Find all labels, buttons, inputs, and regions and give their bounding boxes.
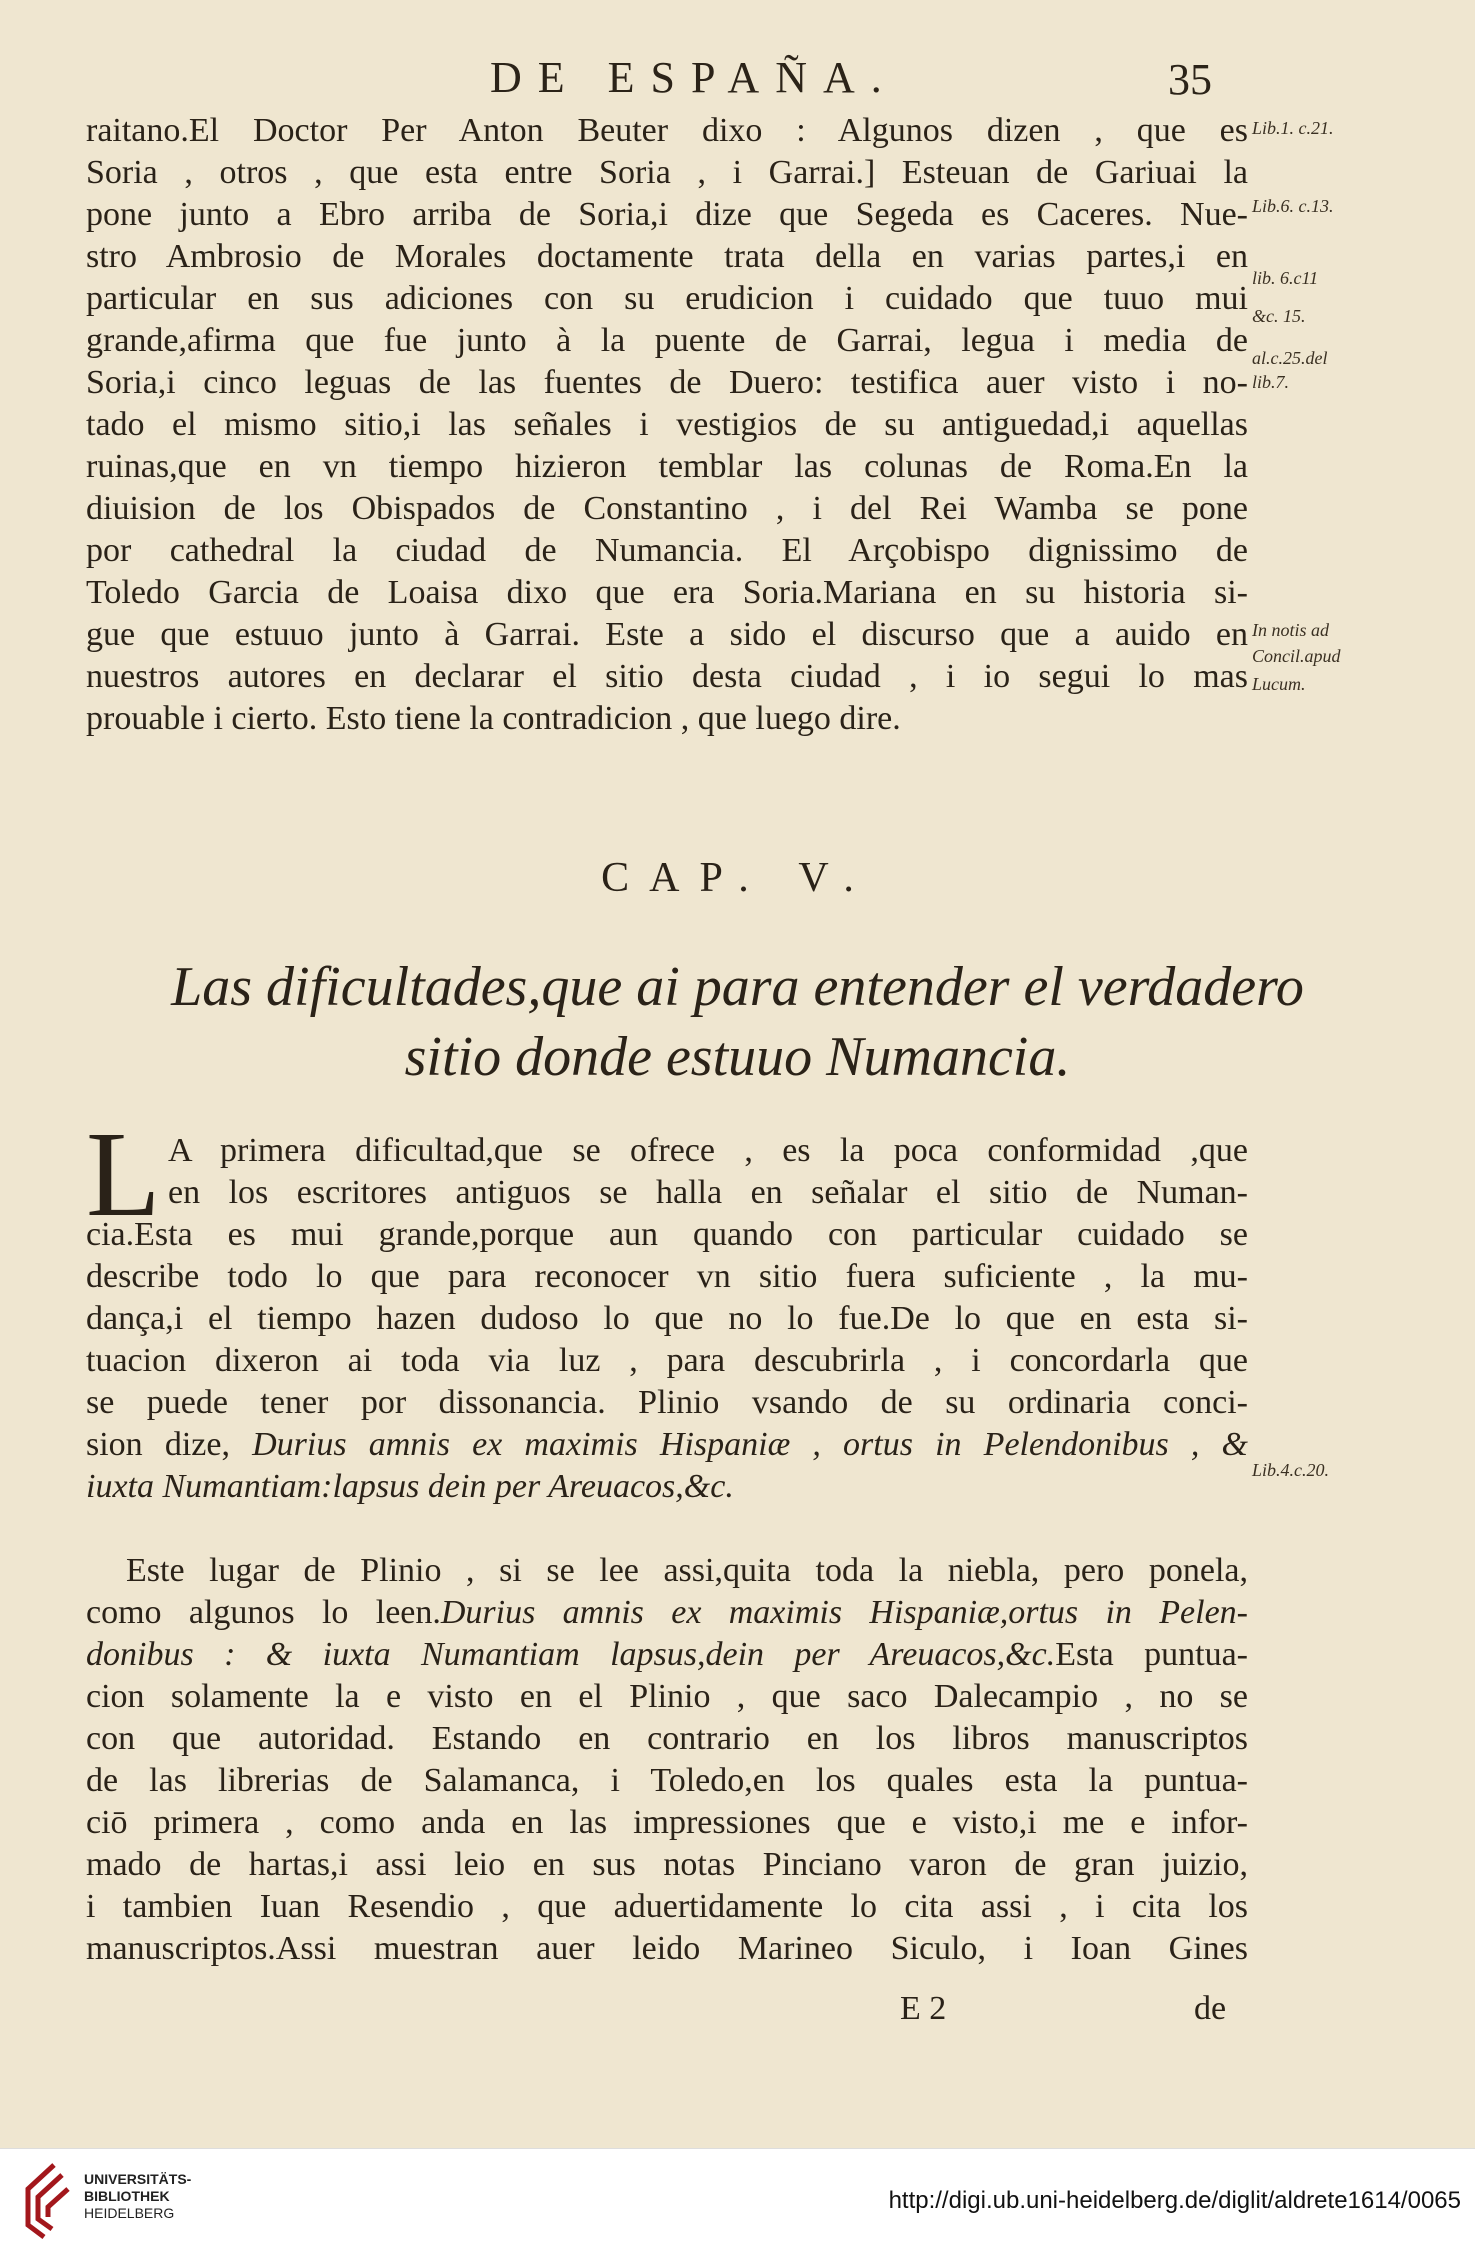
text-line: tado el mismo sitio,i las señales i vestigios de su antiguedad,i aquellas <box>86 406 1248 443</box>
catchword: de <box>1194 1990 1227 2027</box>
margin-note: Lucum. <box>1252 674 1306 694</box>
margin-note: Concil.apud <box>1252 646 1341 666</box>
text-line: se puede tener por dissonancia. Plinio vsando de su ordinaria conci- <box>86 1384 1248 1421</box>
text-line: Soria,i cinco leguas de las fuentes de Duero: testifica auer visto i no- <box>86 364 1248 401</box>
text-line: Soria , otros , que esta entre Soria , i Garrai.] Esteuan de Gariuai la <box>86 154 1248 191</box>
text-line <box>86 1424 1248 1466</box>
text-line: con que autoridad. Estando en contrario en los libros manuscriptos <box>86 1720 1248 1757</box>
library-footer <box>0 2148 1475 2256</box>
text-line: Este lugar de Plinio , si se lee assi,quita toda la niebla, pero ponela, <box>126 1552 1248 1589</box>
text-line: en los escritores antiguos se halla en señalar el sitio de Numan- <box>168 1174 1248 1211</box>
section-heading-line-1: Las dificultades,que ai para entender el verdadero <box>171 956 1304 1018</box>
text-line: raitano.El Doctor Per Anton Beuter dixo : Algunos dizen , que es <box>86 112 1248 149</box>
text-line: cia.Esta es mui grande,porque aun quando con particular cuidado se <box>86 1216 1248 1253</box>
text-line: gue que estuuo junto à Garrai. Este a sido el discurso que a auido en <box>86 616 1248 653</box>
library-logo-icon <box>14 2159 76 2243</box>
text-line: grande,afirma que fue junto à la puente de Garrai, legua i media de <box>86 322 1248 359</box>
text-line: nuestros autores en declarar el sitio desta ciudad , i io segui lo mas <box>86 658 1248 695</box>
text-line: dança,i el tiempo hazen dudoso lo que no lo fue.De lo que en esta si- <box>86 1300 1248 1337</box>
paragraph-2-indented <box>168 1130 1248 1214</box>
latin-quote: donibus : & iuxta Numantiam lapsus,dein per Areuacos,&c. <box>86 1636 1056 1673</box>
text-line: de las librerias de Salamanca, i Toledo,en los quales esta la puntua- <box>86 1762 1248 1799</box>
text-line <box>86 1592 1248 1634</box>
text-line: pone junto a Ebro arriba de Soria,i dize que Segeda es Caceres. Nue- <box>86 196 1248 233</box>
text-line: por cathedral la ciudad de Numancia. El Arçobispo dignissimo de <box>86 532 1248 569</box>
page-number: 35 <box>1168 55 1212 104</box>
text-line: tuacion dixeron ai toda via luz , para descubrirla , i concordarla que <box>86 1342 1248 1379</box>
text-line: A primera dificultad,que se ofrece , es la poca conformidad ,que <box>168 1132 1248 1169</box>
text-line: ruinas,que en vn tiempo hizieron temblar las colunas de Roma.En la <box>86 448 1248 485</box>
text-line: manuscriptos.Assi muestran auer leido Marineo Siculo, i Ioan Gines <box>86 1930 1248 1967</box>
margin-note: al.c.25.del <box>1252 348 1328 368</box>
margin-note: Lib.6. c.13. <box>1252 196 1334 216</box>
margin-note: Lib.4.c.20. <box>1252 1460 1330 1480</box>
text-span: como algunos lo leen. <box>86 1594 441 1631</box>
text-line: cion solamente la e visto en el Plinio , que saco Dalecampio , no se <box>86 1678 1248 1715</box>
signature-mark: E 2 <box>900 1990 947 2027</box>
latin-quote: Durius amnis ex maximis Hispaniæ,ortus in Pelen- <box>440 1594 1248 1631</box>
paragraph-3 <box>86 1550 1248 1970</box>
chapter-title: CAP. V. <box>601 855 874 901</box>
margin-note: lib. 6.c11 <box>1252 268 1319 288</box>
margin-note: In notis ad <box>1252 620 1330 640</box>
text-line: ciō primera , como anda en las impressiones que e visto,i me e infor- <box>86 1804 1248 1841</box>
library-name-line: UNIVERSITÄTS- <box>84 2171 192 2187</box>
text-line: Toledo Garcia de Loaisa dixo que era Soria.Mariana en su historia si- <box>86 574 1248 611</box>
text-line: stro Ambrosio de Morales doctamente trata della en varias partes,i en <box>86 238 1248 275</box>
drop-cap: L <box>86 1107 161 1242</box>
text-line <box>86 1634 1248 1676</box>
text-line: diuision de los Obispados de Constantino , i del Rei Wamba se pone <box>86 490 1248 527</box>
margin-notes <box>1252 0 1470 1600</box>
library-name-line: HEIDELBERG <box>84 2205 175 2221</box>
margin-note: &c. 15. <box>1252 306 1306 326</box>
permalink-url[interactable]: http://digi.ub.uni-heidelberg.de/diglit/aldrete1614/0065 <box>888 2187 1461 2214</box>
text-line: mado de hartas,i assi leio en sus notas Pinciano varon de gran juizio, <box>86 1846 1248 1883</box>
text-span: Esta puntua- <box>1055 1636 1248 1673</box>
text-span: sion dize, <box>86 1426 253 1463</box>
paragraph-1 <box>86 110 1248 740</box>
running-head-title: DE ESPAÑA. <box>490 53 898 102</box>
text-line: prouable i cierto. Esto tiene la contradicion , que luego dire. <box>86 700 901 737</box>
library-name <box>84 2171 191 2222</box>
latin-quote: Durius amnis ex maximis Hispaniæ , ortus in Pelendonibus , & <box>252 1426 1248 1463</box>
library-name-line: BIBLIOTHEK <box>84 2188 170 2204</box>
paragraph-2 <box>86 1214 1248 1508</box>
text-line: particular en sus adiciones con su erudicion i cuidado que tuuo mui <box>86 280 1248 317</box>
margin-note: lib.7. <box>1252 372 1290 392</box>
text-line: i tambien Iuan Resendio , que aduertidamente lo cita assi , i cita los <box>86 1888 1248 1925</box>
text-line: describe todo lo que para reconocer vn sitio fuera suficiente , la mu- <box>86 1258 1248 1295</box>
latin-quote-line: iuxta Numantiam:lapsus dein per Areuacos,&c. <box>86 1468 734 1505</box>
section-heading-line-2: sitio donde estuuo Numancia. <box>404 1026 1071 1088</box>
margin-note: Lib.1. c.21. <box>1252 118 1334 138</box>
